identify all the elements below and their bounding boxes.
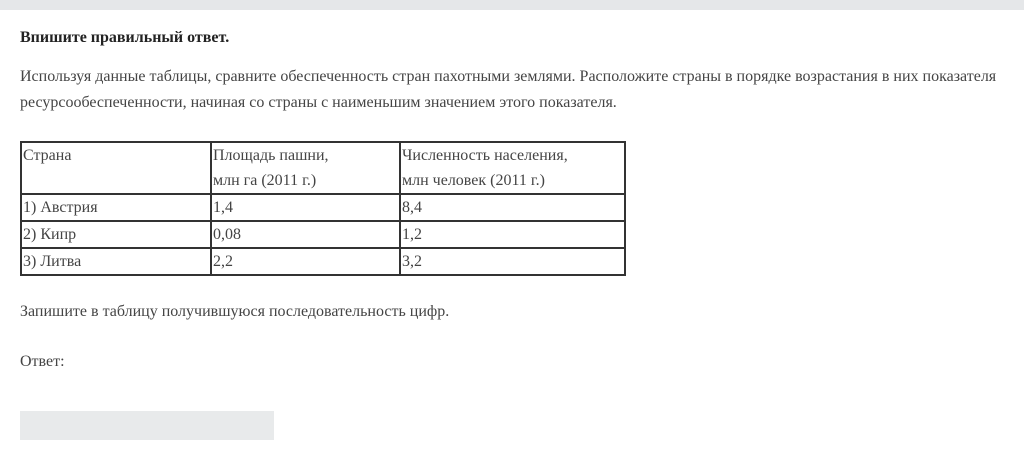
question-text: Используя данные таблицы, сравните обеспеченность стран пахотными землями. Расположите страны в порядке возрастания в них показателя ресурсообеспеченности, начиная со страны с наименьшим значением этого показателя. xyxy=(20,68,997,111)
data-table xyxy=(20,141,626,276)
table-row xyxy=(21,248,625,275)
cell-population: 8,4 xyxy=(400,194,625,221)
cell-area: 1,4 xyxy=(211,194,400,221)
table-row xyxy=(21,221,625,248)
table-header-row xyxy=(21,142,625,194)
cell-country: 3) Литва xyxy=(21,248,211,275)
cell-area: 0,08 xyxy=(211,221,400,248)
header-area: Площадь пашни, млн га (2011 г.) xyxy=(211,142,400,194)
footer-instruction: Запишите в таблицу получившуюся последовательность цифр. xyxy=(20,303,450,320)
answer-input[interactable] xyxy=(20,411,274,440)
header-population: Численность населения, млн человек (2011 г.) xyxy=(400,142,625,194)
cell-population: 1,2 xyxy=(400,221,625,248)
cell-country: 1) Австрия xyxy=(21,194,211,221)
top-bar xyxy=(0,0,1024,10)
task-instruction: Впишите правильный ответ. xyxy=(20,29,230,46)
table-row xyxy=(21,194,625,221)
cell-area: 2,2 xyxy=(211,248,400,275)
cell-country: 2) Кипр xyxy=(21,221,211,248)
cell-population: 3,2 xyxy=(400,248,625,275)
header-country: Страна xyxy=(21,142,211,194)
answer-label: Ответ: xyxy=(20,353,65,370)
